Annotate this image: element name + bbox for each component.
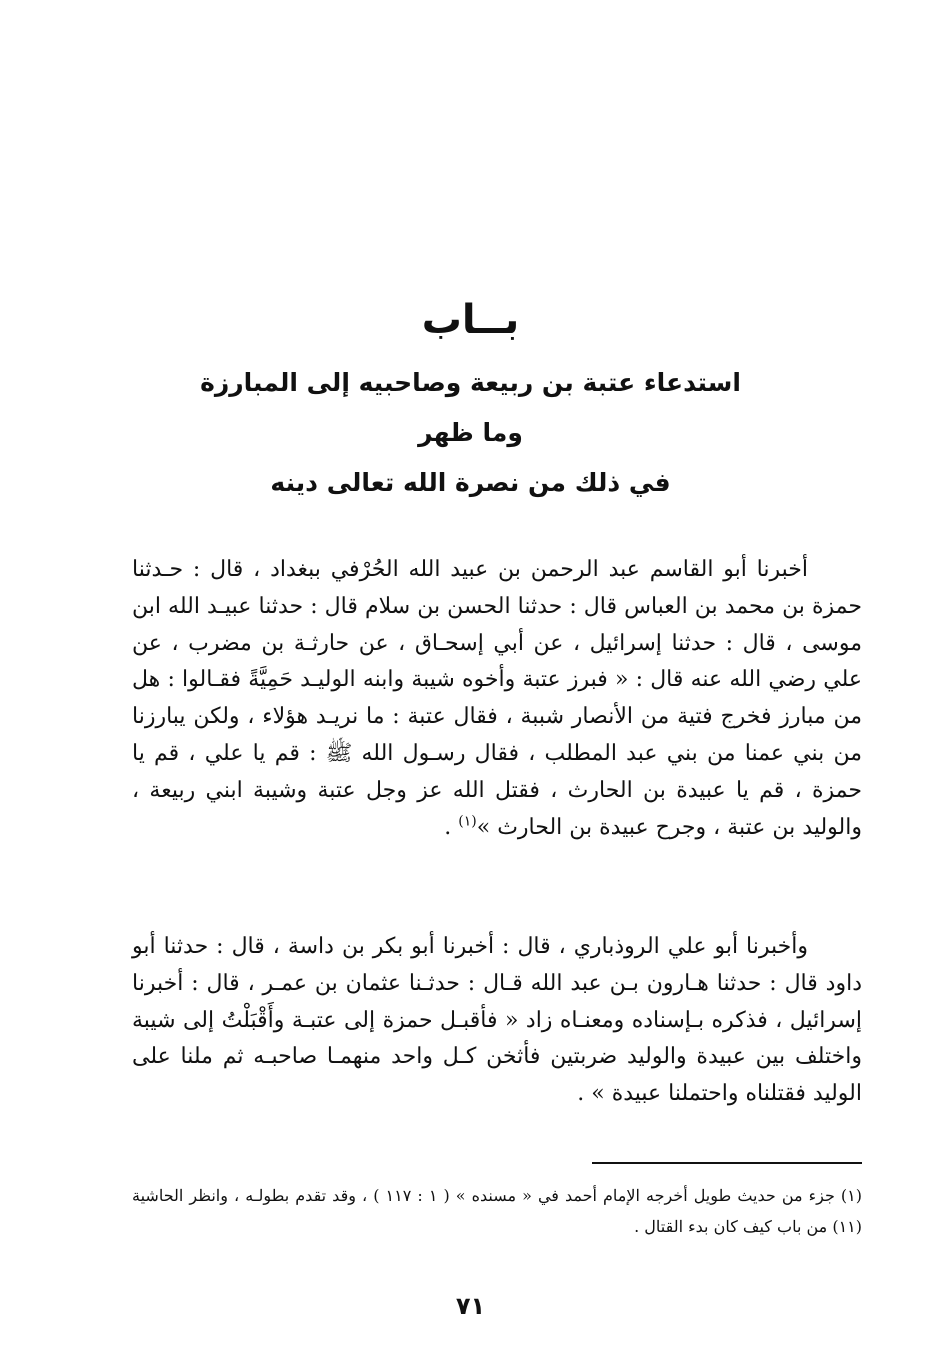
chapter-heading: بــاب bbox=[421, 297, 520, 343]
chapter-title-line-2: في ذلك من نصرة الله تعالى دينه bbox=[270, 468, 671, 497]
paragraph-1-tail: . bbox=[444, 814, 459, 840]
chapter-title bbox=[180, 358, 761, 508]
footnote-reference: (١) bbox=[458, 813, 477, 830]
footnote-separator bbox=[592, 1162, 862, 1164]
paragraph-1-text: أخبرنا أبو القاسم عبد الرحمن بن عبيد الله الحُرْفي ببغداد ، قال : حـدثنا حمزة بن محمد بن العباس قال : حدثنا الحسن بن سلام قال : حدثنا عبيـد الله ابن موسى ، قال : حدثنا إسرائيل ، عن أبي إسحـاق ، عن حارثـة بن مضرب ، عن علي رضي الله عنه قال : « فبرز عتبة وأخوه شيبة وابنه الوليـد حَمِيَّةً فقـالوا : هل من مبارز فخرج فتية من الأنصار شببة ، فقال عتبة : ما نريـد هؤلاء ، ولكن يبارزنا من بني عمنا من بني عبد المطلب ، فقال رسـول الله ﷺ : قم يا علي ، قم يا حمزة ، قم يا عبيدة بن الحارث ، فقتل الله عز وجل عتبة وشيبة ابني ربيعة ، والوليد بن عتبة ، وجرح عبيدة بن الحارث » bbox=[132, 557, 862, 840]
footnote: (١) جزء من حديث طويل أخرجه الإمام أحمد في « مسنده » ( ١ : ١١٧ ) ، وقد تقدم بطولـه ، وانظر الحاشية (١١) من باب كيف كان بدء القتال . bbox=[132, 1186, 863, 1236]
paragraph-2: وأخبرنا أبو علي الروذباري ، قال : أخبرنا أبو بكر بن داسة ، قال : حدثنا أبو داود قال : حدثنا هـارون بـن عبد الله قـال : حدثـنا عثمان بن عمـر ، قال : أخبرنا إسرائيل ، فذكره بـإسناده ومعنـاه زاد « فأقبـل حمزة إلى عتبـة وأَقْبَلْتُ إلى شيبة واختلف بين عبيدة والوليد ضربتين فأثخن كـل واحد منهمـا صاحبـه ثم ملنا على الوليد فقتلناه واحتملنا عبيدة » . bbox=[132, 934, 862, 1107]
page-number: ٧١ bbox=[455, 1292, 486, 1320]
paragraph-1 bbox=[132, 552, 862, 846]
chapter-title-line-1: استدعاء عتبة بن ربيعة وصاحبيه إلى المبارزة وما ظهر bbox=[200, 368, 741, 447]
